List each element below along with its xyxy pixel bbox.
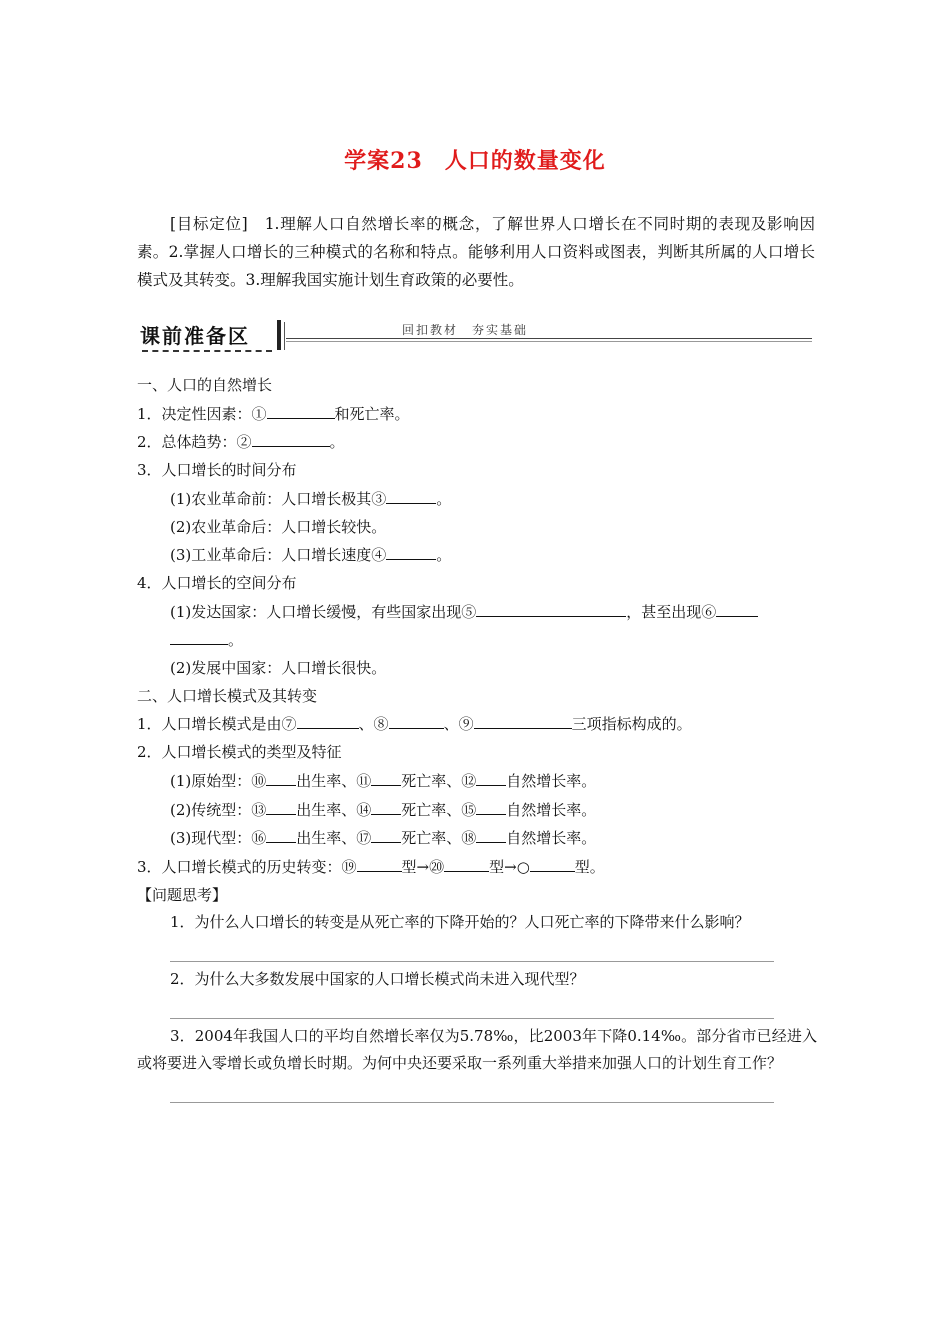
section2-heading: 二、人口增长模式及其转变 xyxy=(137,686,318,705)
banner-bar-thin xyxy=(284,322,285,350)
questions-heading: 【问题思考】 xyxy=(137,885,228,904)
fill-blank-4[interactable] xyxy=(386,541,436,560)
fill-blank-8[interactable] xyxy=(389,710,444,729)
list-item: 1．人口增长模式是由⑦ 、⑧ 、⑨ 三项指标构成的。 xyxy=(137,710,817,739)
list-item: 2．人口增长模式的类型及特征 xyxy=(137,743,342,762)
question-3: 3．2004年我国人口的平均自然增长率仅为5.78‰，比2003年下降0.14‰。部分省市已经进入或将要进入零增长或负增长时期。为何中央还要采取一系列重大举措来加强人口的计划生育工作？ xyxy=(137,1026,817,1073)
list-item: (1)农业革命前：人口增长极其③ 。 xyxy=(137,485,817,514)
question-1: 1．为什么人口增长的转变是从死亡率的下降开始的？人口死亡率的下降带来什么影响？ xyxy=(170,913,750,932)
fill-blank-12[interactable] xyxy=(476,767,506,786)
list-item: 3．人口增长的时间分布 xyxy=(137,461,297,480)
list-item: (1)发达国家：人口增长缓慢，有些国家出现⑤ ，甚至出现⑥ xyxy=(137,598,817,627)
fill-blank-20[interactable] xyxy=(444,853,489,872)
fill-blank-14[interactable] xyxy=(371,796,401,815)
fill-blank-10[interactable] xyxy=(266,767,296,786)
fill-blank-18[interactable] xyxy=(476,824,506,843)
list-item: 2．总体趋势：② 。 xyxy=(137,428,817,457)
fill-blank-21[interactable] xyxy=(530,853,575,872)
banner-rule-2 xyxy=(286,341,812,342)
fill-blank-1[interactable] xyxy=(267,400,335,419)
banner-rule xyxy=(286,338,812,339)
objectives-paragraph: [目标定位] 1.理解人口自然增长率的概念，了解世界人口增长在不同时期的表现及影响因素。2.掌握人口增长的三种模式的名称和特点。能够利用人口资料或图表，判断其所属的人口增长模式及其转变。3.理解我国实施计划生育政策的必要性。 xyxy=(137,215,815,289)
fill-blank-7[interactable] xyxy=(297,710,359,729)
list-item: 4．人口增长的空间分布 xyxy=(137,573,297,592)
banner-subtitle: 回扣教材 夯实基础 xyxy=(398,321,532,338)
fill-blank-5[interactable] xyxy=(476,598,626,617)
question-2: 2．为什么大多数发展中国家的人口增长模式尚未进入现代型？ xyxy=(170,970,585,989)
answer-line-1[interactable] xyxy=(170,937,774,962)
answer-line-3[interactable] xyxy=(170,1078,774,1103)
answer-line-2[interactable] xyxy=(170,994,774,1019)
title-main: 人口的数量变化 xyxy=(444,148,606,174)
list-item: 1．决定性因素：① 和死亡率。 xyxy=(137,400,817,429)
banner-bar xyxy=(277,320,281,350)
worksheet-content xyxy=(137,372,817,1107)
list-item: (2)传统型：⑬ 出生率、⑭ 死亡率、⑮ 自然增长率。 xyxy=(137,796,817,825)
fill-blank-6[interactable] xyxy=(716,598,758,617)
banner-tag: 课前准备区 xyxy=(140,324,250,348)
section1-heading: 一、人口的自然增长 xyxy=(137,376,273,394)
fill-blank-9[interactable] xyxy=(474,710,572,729)
list-item: (2)农业革命后：人口增长较快。 xyxy=(170,517,387,536)
list-item: 3．人口增长模式的历史转变：⑲ 型→⑳ 型→○ 型。 xyxy=(137,853,817,882)
fill-blank-2[interactable] xyxy=(252,428,330,447)
fill-blank-15[interactable] xyxy=(476,796,506,815)
list-item: (3)工业革命后：人口增长速度④ 。 xyxy=(137,541,817,570)
section-banner xyxy=(140,316,812,356)
fill-blank-16[interactable] xyxy=(266,824,296,843)
list-item: (2)发展中国家：人口增长很快。 xyxy=(170,659,387,678)
banner-underline xyxy=(142,350,272,352)
title-prefix: 学案23 xyxy=(344,148,423,174)
list-item: 。 xyxy=(137,626,817,655)
fill-blank-11[interactable] xyxy=(371,767,401,786)
fill-blank-3[interactable] xyxy=(386,485,436,504)
fill-blank-6-cont[interactable] xyxy=(170,626,228,645)
fill-blank-13[interactable] xyxy=(266,796,296,815)
page-title xyxy=(0,144,950,175)
fill-blank-19[interactable] xyxy=(357,853,402,872)
fill-blank-17[interactable] xyxy=(371,824,401,843)
list-item: (1)原始型：⑩ 出生率、⑪ 死亡率、⑫ 自然增长率。 xyxy=(137,767,817,796)
list-item: (3)现代型：⑯ 出生率、⑰ 死亡率、⑱ 自然增长率。 xyxy=(137,824,817,853)
